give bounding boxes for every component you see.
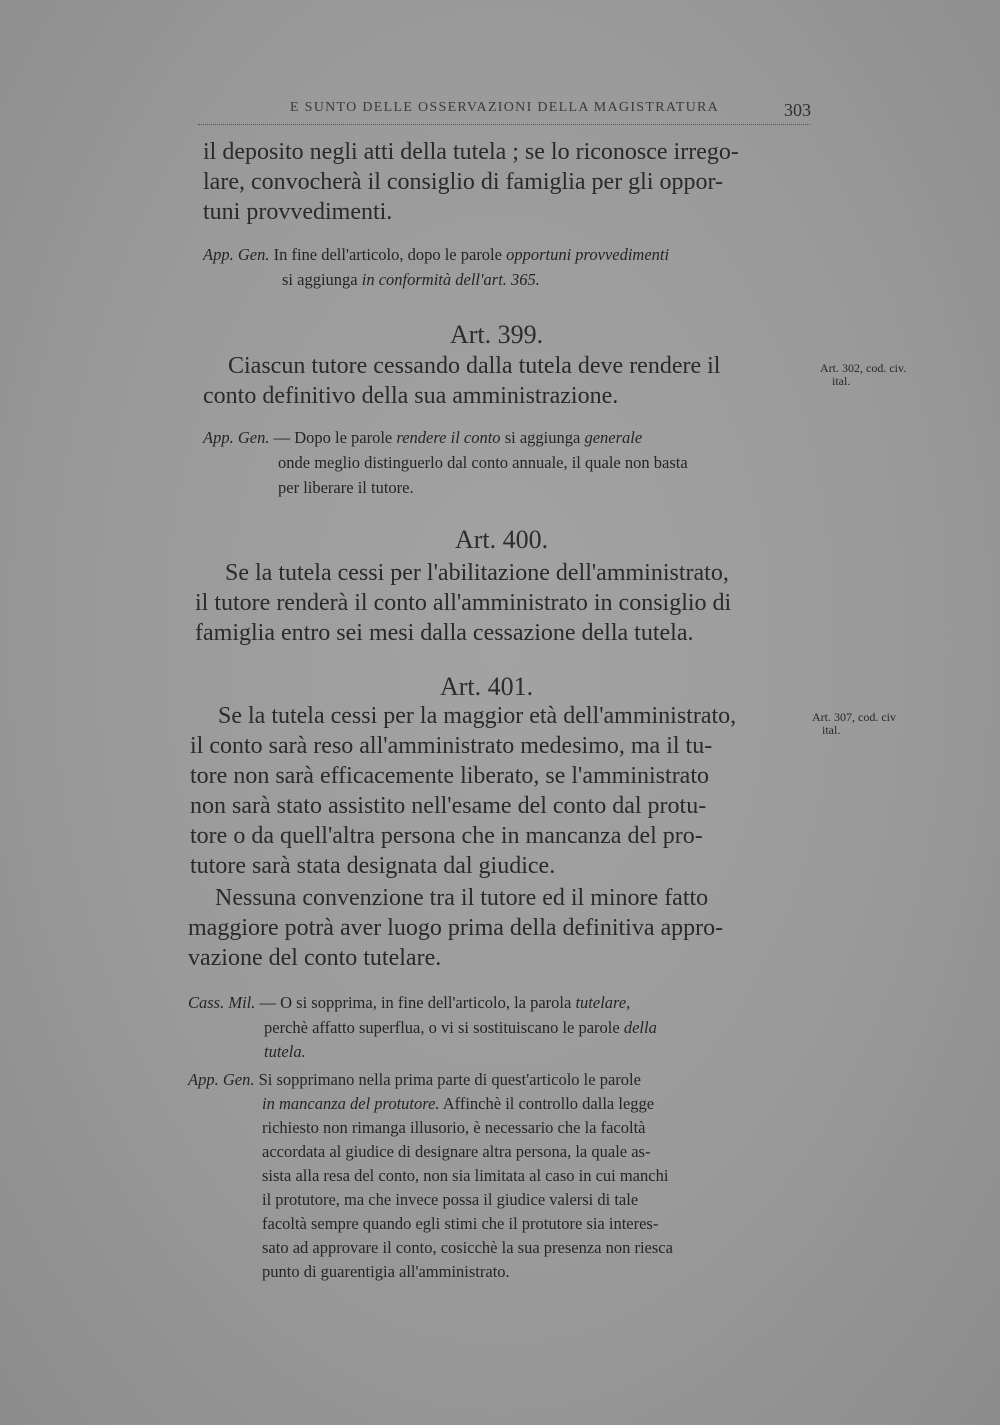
article-line: conto definitivo della sua amministrazione. xyxy=(203,383,619,409)
article-line: maggiore potrà aver luogo prima della definitiva appro- xyxy=(188,915,724,941)
note-label: App. Gen. xyxy=(203,245,270,264)
article-line: il conto sarà reso all'amministrato medesimo, ma il tu- xyxy=(190,733,713,759)
note-line xyxy=(262,1094,654,1114)
note-line xyxy=(203,245,669,265)
note-text: — O si sopprima, in fine dell'articolo, la parola xyxy=(259,993,572,1012)
margin-reference: ital. xyxy=(832,374,851,388)
note-quoted-words: rendere il conto xyxy=(396,428,501,447)
article-heading: Art. 400. xyxy=(455,525,549,554)
running-title: E SUNTO DELLE OSSERVAZIONI DELLA MAGISTRATURA xyxy=(290,100,720,115)
note-line xyxy=(282,270,540,290)
note-text: In fine dell'articolo, dopo le parole xyxy=(273,245,502,264)
article-line: famiglia entro sei mesi dalla cessazione della tutela. xyxy=(195,620,694,646)
note-quoted-words: in mancanza del protutore. xyxy=(262,1094,440,1113)
note-line: per liberare il tutore. xyxy=(278,478,414,497)
continuation-line: tuni provvedimenti. xyxy=(203,199,393,225)
note-text: Affinchè il controllo dalla legge xyxy=(442,1094,655,1113)
note-line xyxy=(264,1018,657,1038)
note-line: facoltà sempre quando egli stimi che il protutore sia interes- xyxy=(262,1214,659,1233)
note-line xyxy=(264,1042,306,1062)
article-heading: Art. 401. xyxy=(440,672,534,701)
article-line: Ciascun tutore cessando dalla tutela deve rendere il xyxy=(228,353,721,379)
note-text: perchè affatto superflua, o vi si sostituiscano le parole xyxy=(264,1018,620,1037)
note-text: — Dopo le parole xyxy=(273,428,393,447)
note-line: onde meglio distinguerlo dal conto annuale, il quale non basta xyxy=(278,453,688,472)
note-line: sista alla resa del conto, non sia limitata al caso in cui manchi xyxy=(262,1166,669,1185)
article-line: Se la tutela cessi per la maggior età dell'amministrato, xyxy=(218,703,737,729)
note-quoted-words: della xyxy=(623,1018,657,1037)
note-text: Si sopprimano nella prima parte di quest'articolo le parole xyxy=(258,1070,641,1089)
note-quoted-words: tutelare, xyxy=(575,993,631,1012)
note-text: si aggiunga xyxy=(504,428,581,447)
note-quoted-words: opportuni provvedimenti xyxy=(506,245,670,264)
note-line: accordata al giudice di designare altra persona, la quale as- xyxy=(262,1142,651,1161)
note-line xyxy=(188,993,630,1013)
note-line: sato ad approvare il conto, cosicchè la sua presenza non riesca xyxy=(262,1238,673,1257)
article-line: non sarà stato assistito nell'esame del conto dal protu- xyxy=(190,793,707,819)
continuation-line: il deposito negli atti della tutela ; se lo riconosce irrego- xyxy=(203,139,739,165)
article-line: tutore sarà stata designata dal giudice. xyxy=(190,853,556,879)
note-label: Cass. Mil. xyxy=(188,993,256,1012)
note-quoted-words: tutela. xyxy=(264,1042,306,1061)
note-text: si aggiunga xyxy=(282,270,358,289)
note-label: App. Gen. xyxy=(203,428,270,447)
note-quoted-words: in conformità dell'art. 365. xyxy=(361,270,540,289)
header-rule xyxy=(198,124,810,125)
continuation-line: lare, convocherà il consiglio di famiglia per gli oppor- xyxy=(203,169,724,195)
article-line: Nessuna convenzione tra il tutore ed il minore fatto xyxy=(215,885,709,911)
note-line: richiesto non rimanga illusorio, è necessario che la facoltà xyxy=(262,1118,646,1137)
article-heading: Art. 399. xyxy=(450,320,544,349)
margin-reference: Art. 307, cod. civ xyxy=(812,710,896,724)
margin-reference: ital. xyxy=(822,723,841,737)
article-line: tore non sarà efficacemente liberato, se l'amministrato xyxy=(190,763,709,789)
article-line: Se la tutela cessi per l'abilitazione dell'amministrato, xyxy=(225,560,729,586)
article-line: il tutore renderà il conto all'amministrato in consiglio di xyxy=(195,590,732,616)
article-line: vazione del conto tutelare. xyxy=(188,945,442,971)
note-line xyxy=(188,1070,641,1090)
note-line: il protutore, ma che invece possa il giudice valersi di tale xyxy=(262,1190,639,1209)
note-line xyxy=(203,428,642,448)
note-line: punto di guarentigia all'amministrato. xyxy=(262,1262,510,1281)
margin-reference: Art. 302, cod. civ. xyxy=(820,361,907,375)
article-line: tore o da quell'altra persona che in mancanza del pro- xyxy=(190,823,703,849)
note-label: App. Gen. xyxy=(188,1070,255,1089)
page-number: 303 xyxy=(784,100,811,120)
note-quoted-words: generale xyxy=(584,428,643,447)
